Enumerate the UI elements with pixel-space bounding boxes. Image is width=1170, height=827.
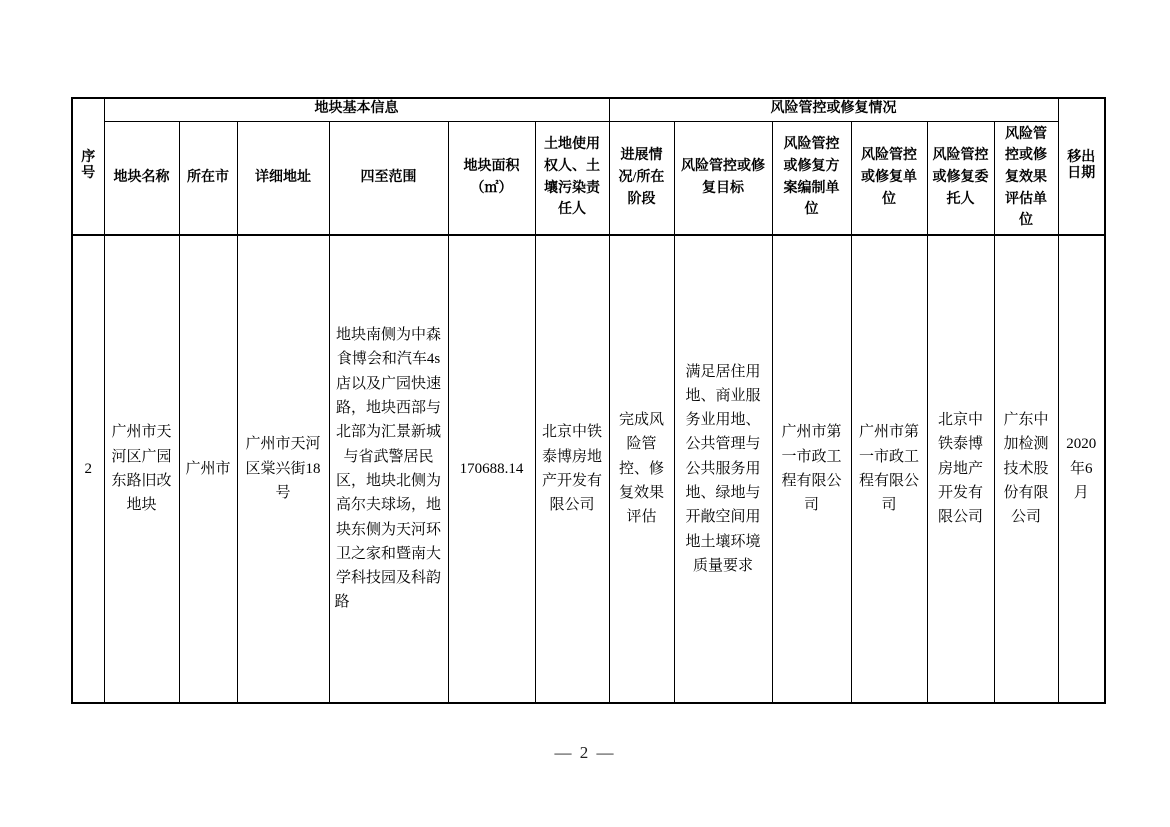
cell-land-user: 北京中铁泰博房地产开发有限公司 — [535, 235, 609, 703]
cell-serial: 2 — [72, 235, 104, 703]
cell-assessment-unit: 广东中加检测技术股份有限公司 — [994, 235, 1058, 703]
col-header-assessment-unit: 风险管控或修复效果评估单位 — [994, 121, 1058, 235]
page-number: — 2 — — [554, 743, 616, 762]
col-header-goal: 风险管控或修复目标 — [674, 121, 772, 235]
col-header-plan-unit: 风险管控或修复方案编制单位 — [772, 121, 851, 235]
col-header-area: 地块面积（㎡） — [448, 121, 535, 235]
cell-boundaries: 地块南侧为中森食博会和汽车4s店以及广园快速路，地块西部与北部为汇景新城与省武警居民区，地块北侧为高尔夫球场，地块东侧为天河环卫之家和暨南大学科技园及科韵路 — [329, 235, 448, 703]
group-header-risk-control: 风险管控或修复情况 — [609, 98, 1058, 121]
cell-address: 广州市天河区棠兴街18号 — [237, 235, 329, 703]
col-header-client: 风险管控或修复委托人 — [927, 121, 994, 235]
col-header-boundaries: 四至范围 — [329, 121, 448, 235]
cell-plan-unit: 广州市第一市政工程有限公司 — [772, 235, 851, 703]
cell-move-out-date: 2020年6月 — [1058, 235, 1105, 703]
cell-city: 广州市 — [179, 235, 237, 703]
col-header-city: 所在市 — [179, 121, 237, 235]
move-out-date-header: 移出日期 — [1058, 98, 1105, 235]
table-row — [72, 235, 1105, 703]
group-header-basic-info: 地块基本信息 — [104, 98, 609, 121]
cell-goal: 满足居住用地、商业服务业用地、公共管理与公共服务用地、绿地与开敞空间用地土壤环境质量要求 — [674, 235, 772, 703]
cell-repair-unit: 广州市第一市政工程有限公司 — [851, 235, 927, 703]
cell-progress: 完成风险管控、修复效果评估 — [609, 235, 674, 703]
cell-area: 170688.14 — [448, 235, 535, 703]
col-header-address: 详细地址 — [237, 121, 329, 235]
cell-plot-name: 广州市天河区广园东路旧改地块 — [104, 235, 179, 703]
col-header-land-user: 土地使用权人、土壤污染责任人 — [535, 121, 609, 235]
serial-header: 序号 — [72, 98, 104, 235]
col-header-repair-unit: 风险管控或修复单位 — [851, 121, 927, 235]
col-header-progress: 进展情况/所在阶段 — [609, 121, 674, 235]
table-group-header-row — [72, 98, 1105, 121]
table-column-header-row — [72, 121, 1105, 235]
cell-client: 北京中铁泰博房地产开发有限公司 — [927, 235, 994, 703]
land-parcel-table — [71, 97, 1106, 704]
col-header-plot-name: 地块名称 — [104, 121, 179, 235]
